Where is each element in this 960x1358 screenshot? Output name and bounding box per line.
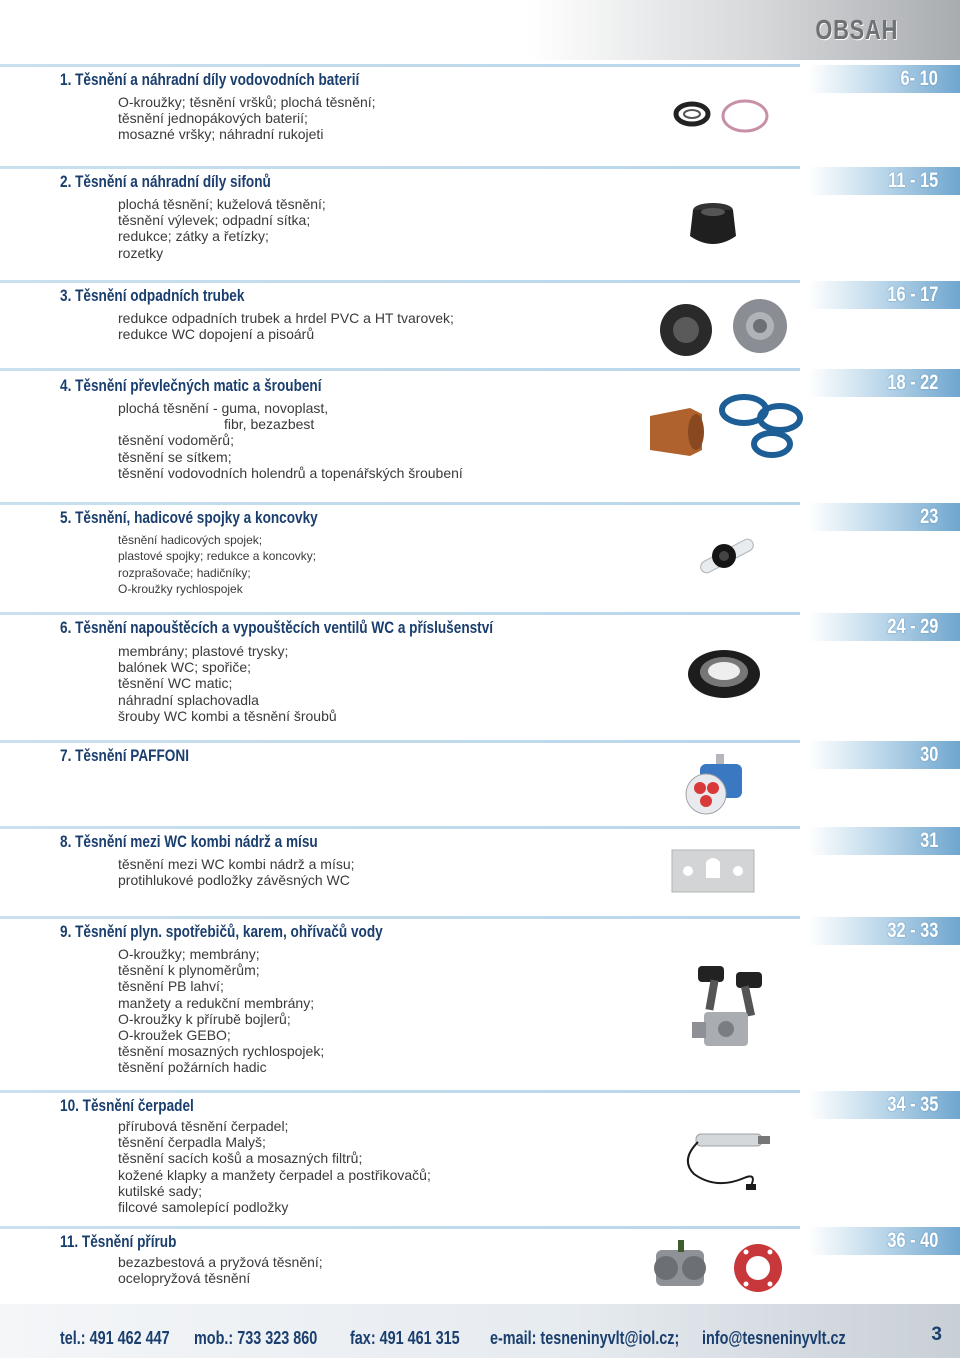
section-heading[interactable]: 7. Těsnění PAFFONI <box>60 746 189 765</box>
list-item: těsnění WC matic; <box>118 675 233 692</box>
list-item: plastové spojky; redukce a koncovky; <box>118 549 317 564</box>
page-range-box <box>808 281 960 309</box>
section-divider <box>0 740 800 743</box>
list-item: těsnění se sítkem; <box>118 448 232 465</box>
pipe-reducer-image <box>656 292 796 364</box>
list-item: šrouby WC kombi a těsnění šroubů <box>118 707 337 724</box>
list-item: O-kroužky k přírubě bojlerů; <box>118 1010 291 1027</box>
list-item: bezazbestová a pryžová těsnění; <box>118 1254 323 1270</box>
list-item: plochá těsnění - guma, novoplast, <box>118 400 329 416</box>
flat-gasket-image <box>644 392 806 462</box>
page-range-box <box>808 1227 960 1255</box>
page-range: 18 - 22 <box>886 371 938 394</box>
section-heading[interactable]: 3. Těsnění odpadních trubek <box>60 286 245 305</box>
pump-image <box>676 1120 786 1200</box>
section-items <box>118 1254 323 1286</box>
page-range-box <box>808 369 960 397</box>
list-item: těsnění PB lahví; <box>118 978 224 995</box>
list-item: fibr, bezazbest <box>224 416 315 433</box>
section-heading[interactable]: 9. Těsnění plyn. spotřebičů, karem, ohřívačů vody <box>60 922 383 941</box>
list-item: těsnění čerpadla Malyš; <box>118 1134 266 1151</box>
toc-section-6 <box>0 612 960 738</box>
page-range: 30 <box>919 743 938 766</box>
page-range-box <box>808 917 960 945</box>
page-range-box <box>808 65 960 93</box>
section-divider <box>0 64 800 67</box>
list-item: protihlukové podložky závěsných WC <box>118 872 350 889</box>
flange-image <box>650 1234 790 1298</box>
list-item: rozetky <box>118 244 164 261</box>
list-item: těsnění vodovodních holendrů a topenářských šroubení <box>118 464 463 481</box>
section-items <box>118 1118 431 1215</box>
section-items <box>118 643 337 724</box>
list-item: balónek WC; spořiče; <box>118 659 252 676</box>
list-item: mosazné vršky; náhradní rukojeti <box>118 126 324 143</box>
list-item: O-kroužky rychlospojek <box>118 581 243 596</box>
list-item: manžety a redukční membrány; <box>118 994 315 1011</box>
list-item: filcové samolepící podložky <box>118 1199 289 1216</box>
list-item: plochá těsnění; kuželová těsnění; <box>118 196 326 212</box>
list-item: rozprašovače; hadičníky; <box>118 565 251 580</box>
section-divider <box>0 612 800 615</box>
section-divider <box>0 166 800 169</box>
footer-fax[interactable]: fax: 491 461 315 <box>350 1328 460 1348</box>
section-heading[interactable]: 11. Těsnění přírub <box>60 1232 177 1251</box>
section-divider <box>0 916 800 919</box>
list-item: těsnění k plynoměrům; <box>118 962 260 979</box>
list-item: ocelopryžová těsnění <box>118 1270 251 1287</box>
page-range-box <box>808 167 960 195</box>
toc-section-5 <box>0 502 960 610</box>
page-range: 11 - 15 <box>887 169 938 192</box>
list-item: membrány; plastové trysky; <box>118 643 289 659</box>
cartridge-image <box>680 744 760 820</box>
section-items <box>118 196 326 261</box>
section-heading[interactable]: 5. Těsnění, hadicové spojky a koncovky <box>60 508 318 527</box>
o-ring-image <box>670 94 780 139</box>
page-range: 31 <box>919 829 938 852</box>
siphon-part-image <box>682 196 744 251</box>
section-items <box>118 856 355 888</box>
section-heading[interactable]: 4. Těsnění převlečných matic a šroubení <box>60 376 322 395</box>
list-item: těsnění výlevek; odpadní sítka; <box>118 212 311 229</box>
page-range-box <box>808 827 960 855</box>
gas-valve-image <box>690 962 770 1058</box>
page-range: 36 - 40 <box>886 1229 938 1252</box>
section-items <box>118 946 324 1076</box>
section-divider <box>0 368 800 371</box>
list-item: O-kroužky; těsnění vršků; plochá těsnění; <box>118 94 376 110</box>
toc-section-7 <box>0 740 960 824</box>
page-range: 32 - 33 <box>886 919 938 942</box>
list-item: O-kroužky; membrány; <box>118 946 260 962</box>
section-items <box>118 94 376 143</box>
list-item: těsnění jednopákových baterií; <box>118 110 308 127</box>
toc-section-1 <box>0 64 960 164</box>
hose-fitting-image <box>692 524 762 586</box>
toc-section-10 <box>0 1090 960 1224</box>
footer-email-2[interactable]: info@tesneninyvlt.cz <box>702 1328 846 1348</box>
footer-email[interactable]: e-mail: tesneninyvlt@iol.cz; <box>490 1328 680 1348</box>
list-item: kutilské sady; <box>118 1182 203 1199</box>
list-item: těsnění sacích košů a mosazných filtrů; <box>118 1150 363 1167</box>
section-heading[interactable]: 10. Těsnění čerpadel <box>60 1096 194 1115</box>
section-items <box>118 310 454 342</box>
toc-section-2 <box>0 166 960 278</box>
wc-pad-image <box>670 846 756 896</box>
list-item: náhradní splachovadla <box>118 691 259 708</box>
toc-section-11 <box>0 1226 960 1304</box>
list-item: těsnění mezi WC kombi nádrž a mísu; <box>118 856 355 872</box>
section-heading[interactable]: 1. Těsnění a náhradní díly vodovodních baterií <box>60 70 360 89</box>
footer <box>0 1304 960 1358</box>
list-item: těsnění požárních hadic <box>118 1059 267 1076</box>
section-divider <box>0 502 800 505</box>
page-range-box <box>808 503 960 531</box>
toc-section-4 <box>0 368 960 500</box>
toc-section-9 <box>0 916 960 1088</box>
section-divider <box>0 1090 800 1093</box>
list-item: těsnění vodoměrů; <box>118 432 234 449</box>
section-items <box>118 400 463 481</box>
list-item: těsnění hadicových spojek; <box>118 533 263 547</box>
section-heading[interactable]: 2. Těsnění a náhradní díly sifonů <box>60 172 271 191</box>
page-range: 16 - 17 <box>886 283 938 306</box>
page-range: 24 - 29 <box>886 615 938 638</box>
page-range: 23 <box>919 505 938 528</box>
section-divider <box>0 1226 800 1229</box>
page-range-box <box>808 741 960 769</box>
section-heading[interactable]: 8. Těsnění mezi WC kombi nádrž a mísu <box>60 832 318 851</box>
footer-phone[interactable]: tel.: 491 462 447 <box>60 1328 170 1348</box>
list-item: kožené klapky a manžety čerpadel a postřikovačů; <box>118 1166 431 1183</box>
section-divider <box>0 826 800 829</box>
wc-gasket-image <box>684 646 764 702</box>
list-item: redukce odpadních trubek a hrdel PVC a HT tvarovek; <box>118 310 454 326</box>
page-range-box <box>808 1091 960 1119</box>
page-range: 34 - 35 <box>886 1093 938 1116</box>
section-items <box>118 532 316 597</box>
page-range: 6- 10 <box>900 67 938 90</box>
page-title: OBSAH <box>815 14 898 45</box>
page-number: 3 <box>931 1324 942 1345</box>
toc-section-8 <box>0 826 960 914</box>
list-item: přírubová těsnění čerpadel; <box>118 1118 289 1134</box>
page-range-box <box>808 613 960 641</box>
list-item: těsnění mosazných rychlospojek; <box>118 1043 325 1060</box>
list-item: redukce WC dopojení a pisoárů <box>118 326 315 343</box>
toc-section-3 <box>0 280 960 366</box>
list-item: redukce; zátky a řetízky; <box>118 228 269 245</box>
footer-mobile[interactable]: mob.: 733 323 860 <box>194 1328 318 1348</box>
section-heading[interactable]: 6. Těsnění napouštěcích a vypouštěcích ventilů WC a příslušenství <box>60 618 494 637</box>
section-divider <box>0 280 800 283</box>
list-item: O-kroužek GEBO; <box>118 1027 231 1044</box>
